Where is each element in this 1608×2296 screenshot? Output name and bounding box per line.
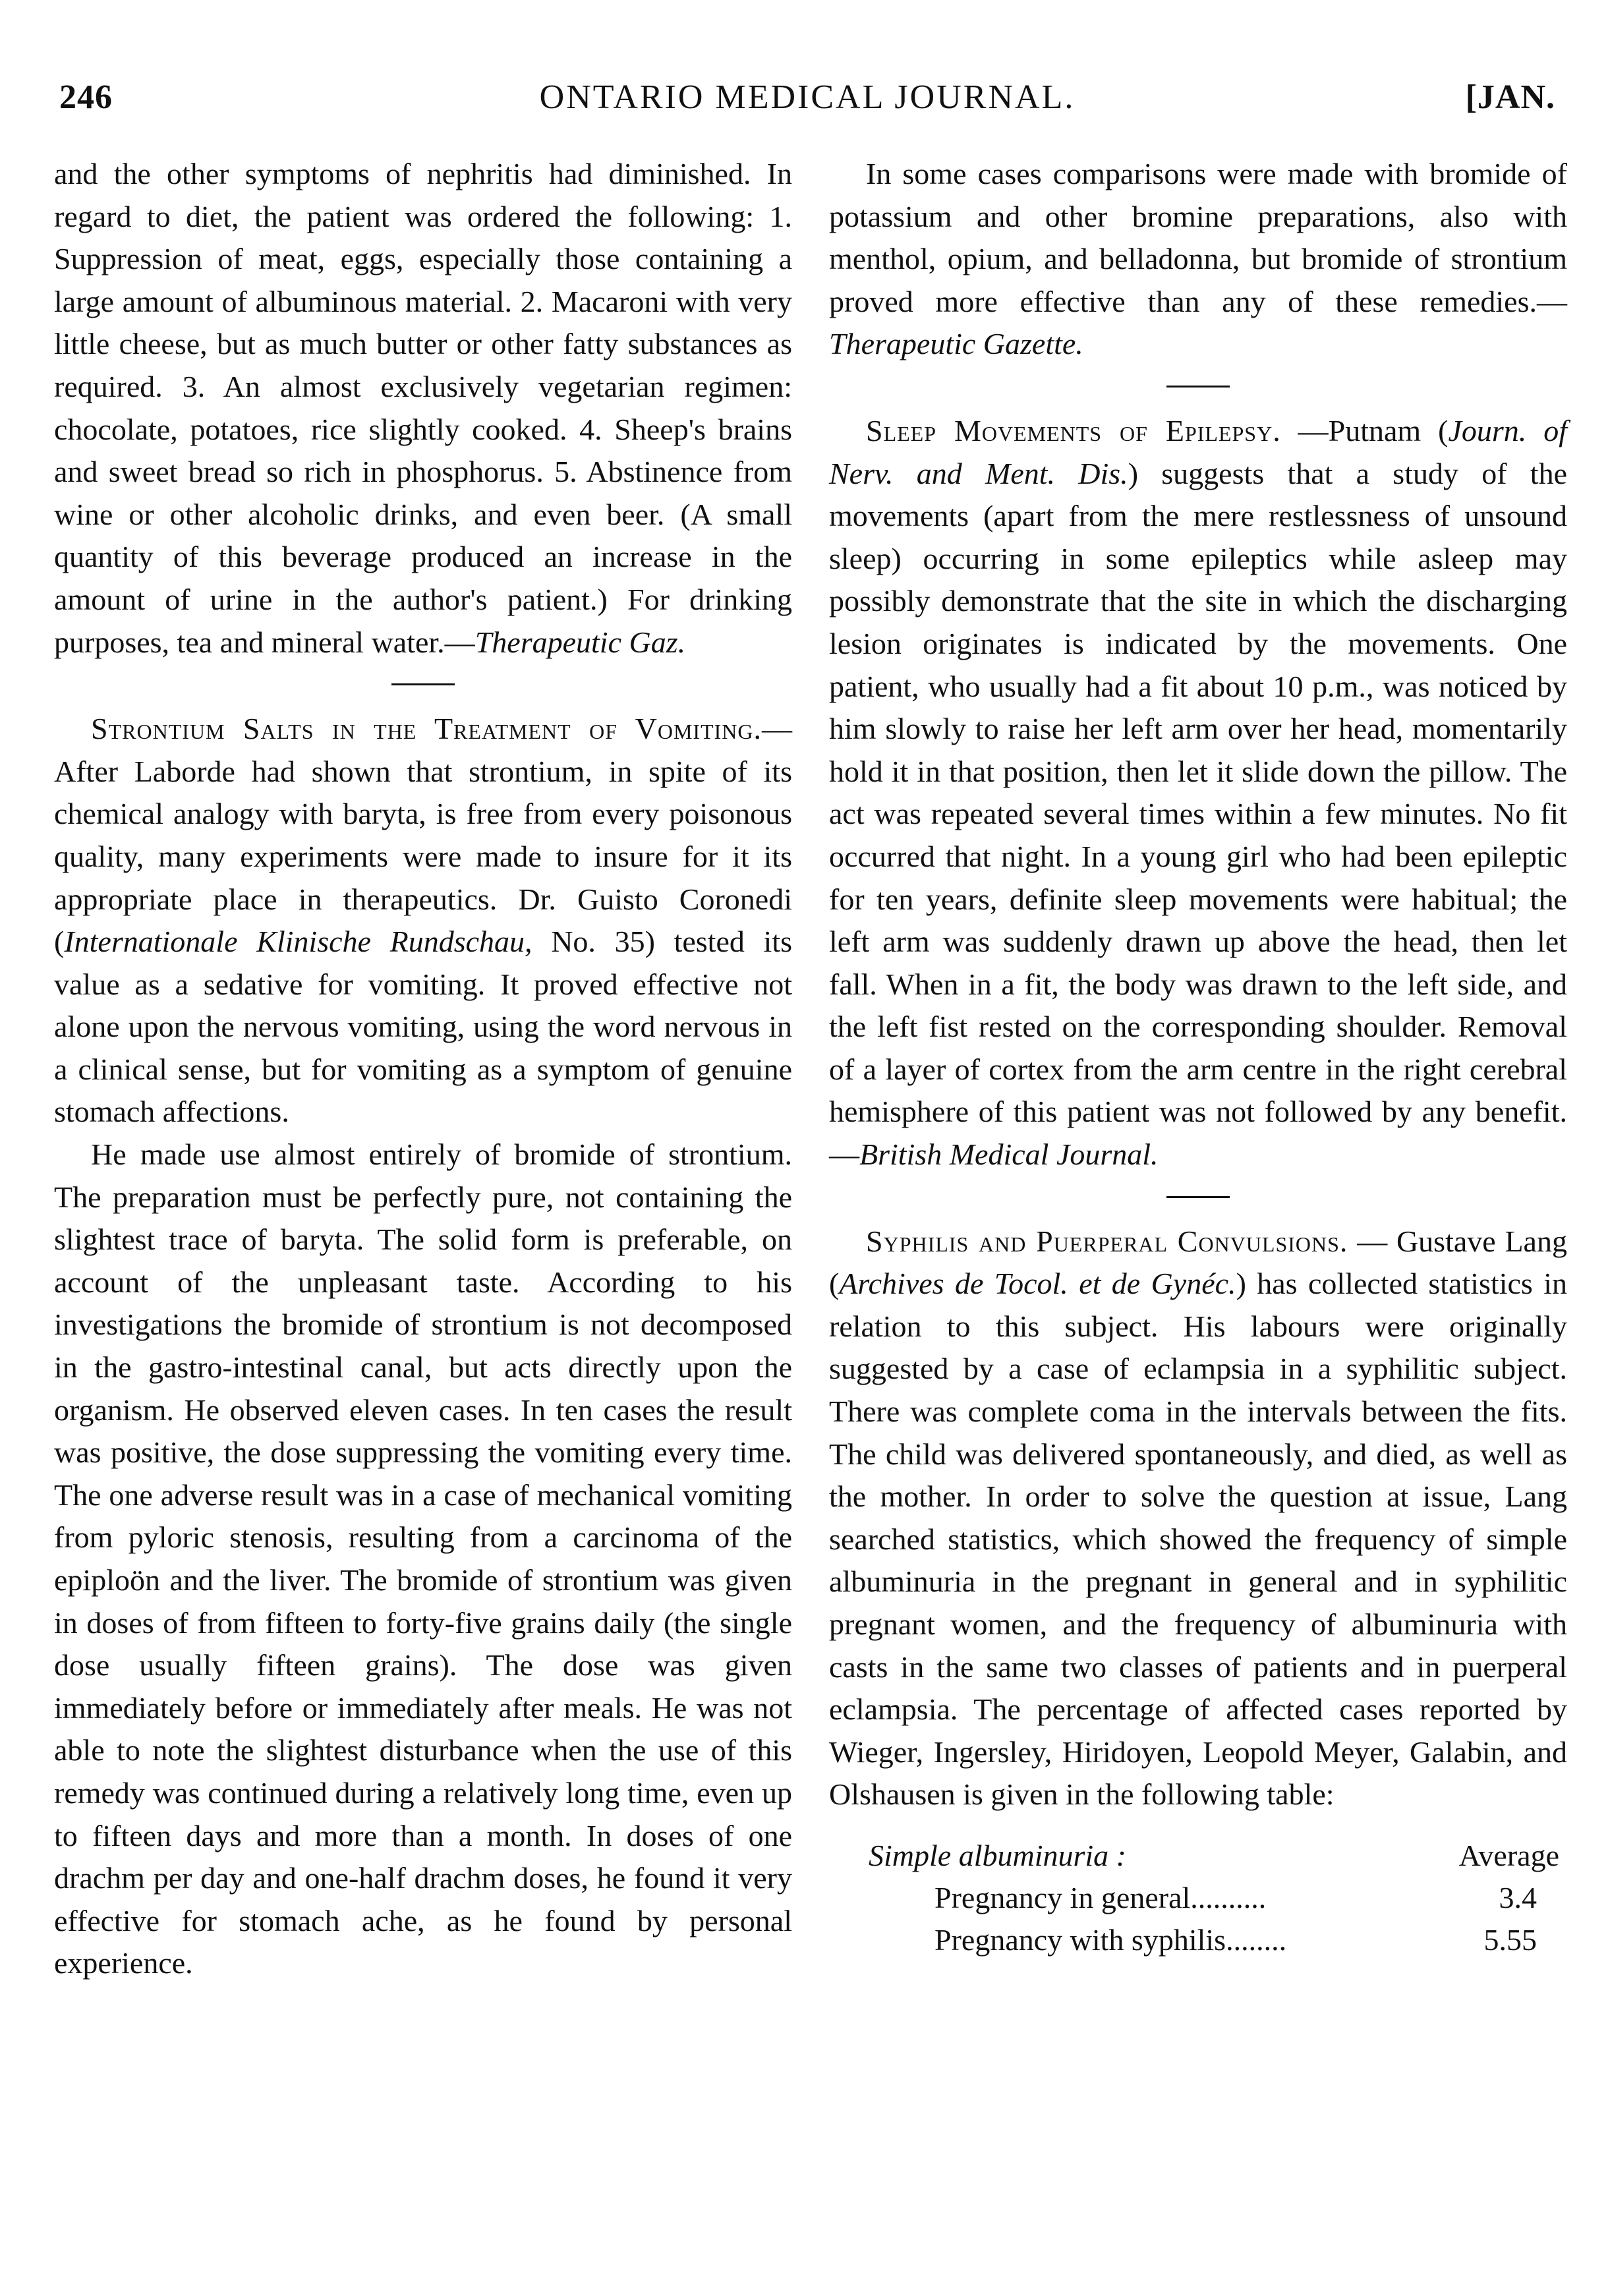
strontium-article-conclusion	[829, 153, 1567, 366]
table-header-label: Simple albuminuria :	[869, 1838, 1126, 1872]
article-title: Strontium Salts in the Treatment of Vomiting.	[91, 712, 762, 746]
section-divider	[391, 683, 455, 685]
paragraph-text: In some cases comparisons were made with bromide of potassium and other bromine preparations, also with menthol, opium, and belladonna, but bromide of strontium proved more effective than any of these remedies.—	[829, 157, 1567, 318]
article-title: Sleep Movements of Epilepsy.	[866, 413, 1281, 447]
row-label: Pregnancy in general..........	[934, 1880, 1267, 1914]
table-header-row	[829, 1835, 1567, 1877]
paragraph-text: —Putnam (	[1280, 413, 1449, 447]
table-row	[829, 1919, 1567, 1961]
section-divider	[1166, 1196, 1230, 1198]
row-label: Pregnancy with syphilis........	[934, 1922, 1287, 1957]
syphilis-article	[829, 1220, 1567, 1816]
source-citation: Therapeutic Gazette.	[829, 327, 1083, 361]
journal-citation: Journ. of Nerv. and Ment. Dis.	[829, 413, 1567, 490]
issue-month: [JAN.	[1465, 78, 1555, 116]
paragraph-text: ) suggests that a study of the movements (apart from the mere restlessness of unsound sleep) occurring in some epileptics while asleep may possibly demonstrate that the site in which the discharging lesion originates is indicated by the movements. One patient, who usually had a fit about 10 p.m., was noticed by him slowly to raise her left arm over her head, momentarily hold it in that position, then let it slide down the pillow. The act was repeated several times within a few minutes. No fit occurred that night. In a young girl who had been epileptic for ten years, definite sleep movements were habitual; the left arm was suddenly drawn up above the head, then let fall. When in a fit, the body was drawn to the left side, and the left fist rested on the corresponding shoulder. Removal of a layer of cortex from the arm centre in the right cerebral hemisphere of this patient was not followed by any benefit.—	[829, 456, 1568, 1172]
journal-title: ONTARIO MEDICAL JOURNAL.	[539, 78, 1076, 116]
source-citation: Therapeutic Gaz.	[474, 625, 686, 659]
right-column	[829, 153, 1567, 1961]
source-citation: British Medical Journal.	[859, 1137, 1159, 1172]
journal-citation: Internationale Klinische Rundschau,	[64, 925, 532, 959]
epilepsy-article	[829, 410, 1567, 1176]
section-divider	[1166, 386, 1230, 387]
nephritis-continuation	[54, 153, 792, 664]
paragraph-text: No. 35) tested its value as a sedative for vomiting. It proved effective not alone upon the nervous vomiting, using the word nervous in a clinical sense, but for vomiting as a symptom of genuine stomach affections.	[54, 925, 793, 1129]
page-number: 246	[59, 78, 113, 116]
albuminuria-table	[829, 1835, 1567, 1961]
strontium-article-intro	[54, 708, 792, 1134]
left-column	[54, 153, 792, 1985]
paragraph-text: — Gustave Lang (	[829, 1224, 1567, 1301]
row-value: 5.55	[1483, 1922, 1537, 1957]
article-title: Syphilis and Puerperal Convulsions.	[866, 1224, 1348, 1258]
paragraph-text: —After Laborde had shown that strontium, in spite of its chemical analogy with baryta, is free from every poisonous quality, many experiments were made to insure for it its appropriate place in therapeutics. Dr. Guisto Coronedi (	[54, 712, 792, 959]
journal-citation: Archives de Tocol. et de Gynéc.	[839, 1267, 1236, 1301]
strontium-article-body: He made use almost entirely of bromide of strontium. The preparation must be perfectly pure, not containing the slightest trace of baryta. The solid form is preferable, on account of the unpleasant taste. According to his investigations the bromide of strontium is not decomposed in the gastro-intestinal canal, but acts directly upon the organism. He observed eleven cases. In ten cases the result was positive, the dose suppressing the vomiting every time. The one adverse result was in a case of mechanical vomiting from pyloric stenosis, resulting from a carcinoma of the epiploön and the liver. The bromide of strontium was given in doses of from fifteen to forty-five grains daily (the single dose usually fifteen grains). The dose was given immediately before or immediately after meals. He was not able to note the slightest disturbance when the use of this remedy was continued during a relatively long time, even up to fifteen days and more than a month. In doses of one drachm per day and one-half drachm doses, he found it very effective for stomach ache, as he found by personal experience.	[54, 1137, 792, 1980]
paragraph-text: and the other symptoms of nephritis had diminished. In regard to diet, the patient was ordered the following: 1. Suppression of meat, eggs, especially those containing a large amount of albuminous material. 2. Macaroni with very little cheese, but as much butter or other fatty substances as required. 3. An almost exclusively vegetarian regimen: chocolate, potatoes, rice slightly cooked. 4. Sheep's brains and sweet bread so rich in phosphorus. 5. Abstinence from wine or other alcoholic drinks, and even beer. (A small quantity of this beverage produced an increase in the amount of urine in the author's patient.) For drinking purposes, tea and mineral water.—	[54, 157, 792, 659]
table-header-average: Average	[1458, 1838, 1559, 1872]
paragraph-text: ) has collected statistics in relation to this subject. His labours were originally suggested by a case of eclampsia in a syphilitic subject. There was complete coma in the intervals between the fits. The child was delivered spontaneously, and died, as well as the mother. In order to solve the question at issue, Lang searched statistics, which showed the frequency of simple albuminuria in the pregnant in general and in syphilitic pregnant women, and the frequency of albuminuria with casts in the same two classes of patients and in puerperal eclampsia. The percentage of affected cases reported by Wieger, Ingersley, Hiridoyen, Leopold Meyer, Galabin, and Olshausen is given in the following table:	[829, 1267, 1567, 1812]
row-value: 3.4	[1499, 1880, 1537, 1914]
table-row	[829, 1877, 1567, 1919]
running-header	[59, 78, 1555, 130]
